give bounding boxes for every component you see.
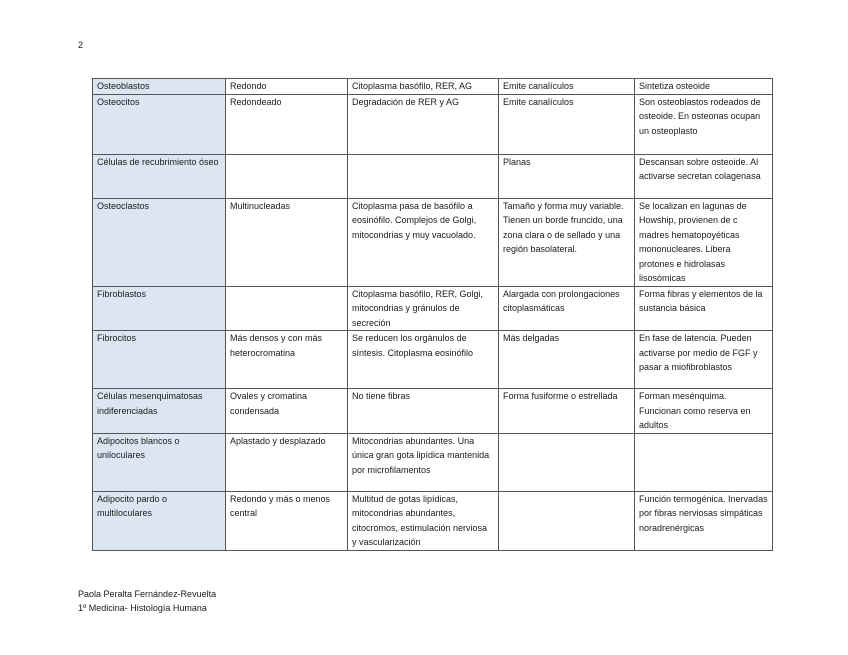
- table-row: [93, 389, 773, 434]
- cell-function: [635, 79, 773, 95]
- cell-text: Citoplasma basófilo, RER, AG: [352, 81, 473, 91]
- cell-text: Multitud de gotas lipídicas, mitocondrias abundantes, citocromos, estimulación nerviosa y vascularización: [352, 493, 488, 547]
- cell-text: Multinucleadas: [230, 200, 291, 211]
- table-row: [93, 331, 773, 389]
- cell-type: [93, 286, 226, 331]
- cell-text: Fibrocitos: [97, 333, 137, 343]
- cell-morphology: [499, 433, 635, 491]
- cell-text: Osteoclastos: [97, 200, 150, 211]
- cell-cytoplasm: [348, 389, 499, 434]
- cell-type: [93, 94, 226, 154]
- cell-function: [635, 491, 773, 550]
- cell-text: En fase de latencia. Pueden activarse por medio de FGF y pasar a miofibroblastos: [639, 333, 758, 372]
- table-row: [93, 286, 773, 331]
- cell-text: Forma fibras y elementos de la sustancia básica: [639, 288, 763, 313]
- cell-shape: [226, 79, 348, 95]
- cell-function: [635, 94, 773, 154]
- cell-cytoplasm: [348, 79, 499, 95]
- cell-morphology: [499, 79, 635, 95]
- cell-type: [93, 491, 226, 550]
- cell-morphology: [499, 389, 635, 434]
- cell-cytoplasm: [348, 154, 499, 198]
- table-row: [93, 491, 773, 550]
- cell-type: [93, 389, 226, 434]
- table-row: [93, 79, 773, 95]
- cell-text: Adipocito pardo o multiloculares: [97, 493, 168, 518]
- cell-function: [635, 286, 773, 331]
- cell-text: No tiene fibras: [352, 391, 411, 401]
- cell-text: Fibroblastos: [97, 288, 147, 299]
- cell-function: [635, 389, 773, 434]
- cell-text: Función termogénica. Inervadas por fibras nerviosas simpáticas noradrenérgicas: [639, 493, 768, 533]
- cell-text: Citoplasma basófilo, RER, Golgi, mitocondrias y gránulos de secreción: [352, 288, 484, 328]
- cell-function: [635, 198, 773, 286]
- cell-text: Sintetiza osteoide: [639, 81, 711, 91]
- cell-text: Degradación de RER y AG: [352, 96, 460, 107]
- cell-text: Alargada con prolongaciones citoplasmáticas: [503, 288, 620, 313]
- cell-morphology: [499, 154, 635, 198]
- cell-morphology: [499, 94, 635, 154]
- cell-cytoplasm: [348, 198, 499, 286]
- cell-shape: [226, 198, 348, 286]
- cell-shape: [226, 94, 348, 154]
- cell-text: Ovales y cromatina condensada: [230, 391, 308, 416]
- footer-course: 1º Medicina- Histología Humana: [78, 603, 207, 613]
- cell-text: Mitocondrias abundantes. Una única gran gota lipídica mantenida por microfilamentos: [352, 435, 490, 475]
- cell-type: [93, 331, 226, 389]
- cell-table: [92, 78, 773, 551]
- cell-shape: [226, 286, 348, 331]
- cell-text: Se reducen los orgánulos de síntesis. Citoplasma eosinófilo: [352, 333, 474, 358]
- table-row: [93, 433, 773, 491]
- cell-morphology: [499, 331, 635, 389]
- table-row: [93, 198, 773, 286]
- cell-type: [93, 198, 226, 286]
- cell-text: Redondo y más o menos central: [230, 493, 331, 518]
- cell-shape: [226, 331, 348, 389]
- cell-cytoplasm: [348, 491, 499, 550]
- cell-text: Osteoblastos: [97, 81, 150, 91]
- cell-morphology: [499, 198, 635, 286]
- cell-type: [93, 79, 226, 95]
- cell-text: Células mesenquimatosas indiferenciadas: [97, 391, 203, 416]
- cell-text: Citoplasma pasa de basófilo a eosinófilo. Complejos de Golgi, mitocondrias y muy vacuolado.: [352, 200, 477, 240]
- cell-text: Redondo: [230, 81, 267, 91]
- cell-text: Emite canalículos: [503, 81, 574, 91]
- cell-text: Planas: [503, 156, 531, 167]
- cell-text: Más densos y con más heterocromatina: [230, 333, 323, 358]
- cell-function: [635, 331, 773, 389]
- cell-type: [93, 154, 226, 198]
- cell-text: Tamaño y forma muy variable. Tienen un borde fruncido, una zona clara o de sellado y una región basolateral.: [503, 200, 624, 254]
- cell-shape: [226, 433, 348, 491]
- cell-cytoplasm: [348, 433, 499, 491]
- cell-text: Forma fusiforme o estrellada: [503, 391, 618, 401]
- page-number: 2: [78, 40, 84, 50]
- cell-text: Descansan sobre osteoide. Al activarse secretan colagenasa: [639, 156, 761, 181]
- cell-text: Aplastado y desplazado: [230, 435, 326, 446]
- cell-text: Forman mesénquima. Funcionan como reserva en adultos: [639, 391, 751, 430]
- cell-shape: [226, 389, 348, 434]
- cell-cytoplasm: [348, 331, 499, 389]
- table-row: [93, 94, 773, 154]
- cell-text: Redondeado: [230, 96, 282, 107]
- cell-morphology: [499, 286, 635, 331]
- footer-author: Paola Peralta Fernández-Revuelta: [78, 589, 217, 599]
- table-row: [93, 154, 773, 198]
- cell-text: Células de recubrimiento óseo: [97, 156, 219, 167]
- cell-text: Adipocitos blancos o uniloculares: [97, 435, 180, 460]
- cell-shape: [226, 491, 348, 550]
- cell-text: Más delgadas: [503, 333, 560, 343]
- cell-text: Osteocitos: [97, 96, 140, 107]
- cell-text: Emite canalículos: [503, 96, 574, 107]
- cell-function: [635, 433, 773, 491]
- cell-text: Se localizan en lagunas de Howship, provienen de c madres hematopoyéticas mononucleares. Libera protones e hidrolasas lisosómicas: [639, 200, 747, 283]
- cell-cytoplasm: [348, 286, 499, 331]
- cell-type: [93, 433, 226, 491]
- cell-shape: [226, 154, 348, 198]
- cell-function: [635, 154, 773, 198]
- cell-text: Son osteoblastos rodeados de osteoide. En osteonas ocupan un osteoplasto: [639, 96, 761, 136]
- cell-morphology: [499, 491, 635, 550]
- cell-cytoplasm: [348, 94, 499, 154]
